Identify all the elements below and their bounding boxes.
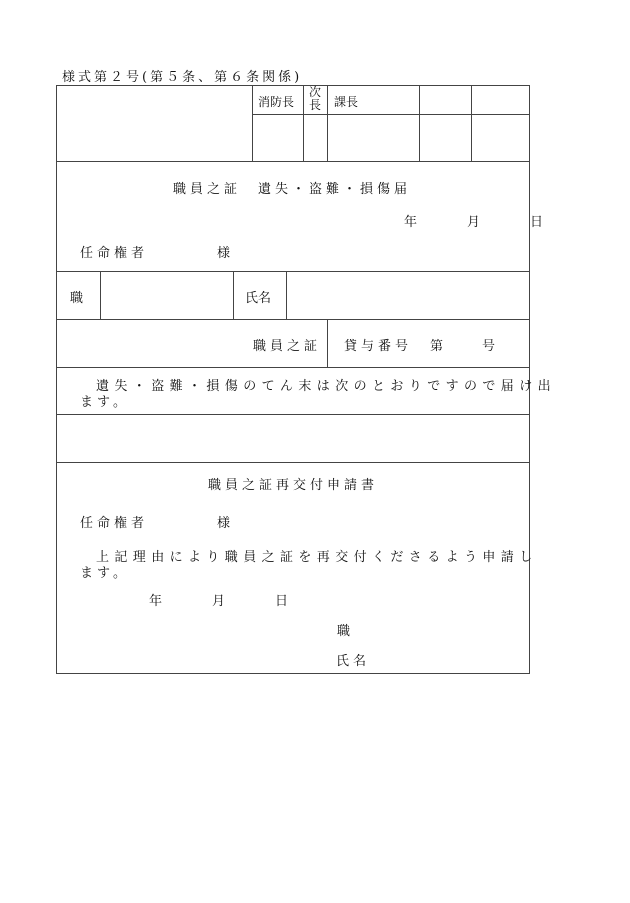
reissue-position-label: 職 <box>337 624 351 639</box>
approval-divider <box>471 85 472 161</box>
approval-header-line <box>252 114 530 115</box>
section-line <box>56 462 530 463</box>
position-row-divider <box>233 271 234 319</box>
statement-line2: ます。 <box>80 395 130 410</box>
approval-divider <box>419 85 420 161</box>
loan-number-suffix: 号 <box>482 339 496 354</box>
statement-line1: 遺失・盗難・損傷のてん末は次のとおりですので届け出 <box>96 379 557 394</box>
name-field[interactable] <box>287 272 529 319</box>
section-line <box>56 367 530 368</box>
name-label: 氏名 <box>245 291 272 306</box>
outer-border-bottom <box>56 673 530 674</box>
approval-divider <box>252 85 253 161</box>
loss-report-addressee: 任命権者 <box>80 246 149 261</box>
reissue-honorific: 様 <box>217 516 231 531</box>
id-card-label: 職員之証 <box>253 339 322 354</box>
approval-deputy-line2: 長 <box>308 98 321 112</box>
details-field[interactable] <box>57 415 529 462</box>
id-card-row-divider <box>327 319 328 367</box>
approval-deputy-label <box>305 86 325 112</box>
loan-number-prefix: 第 <box>430 339 444 354</box>
position-field[interactable] <box>101 272 233 319</box>
approval-divider <box>303 85 304 161</box>
approval-deputy-line1: 次 <box>308 85 321 99</box>
reissue-title: 職員之証再交付申請書 <box>208 478 379 493</box>
loss-report-date: 年 月 日 <box>404 215 552 230</box>
position-label: 職 <box>70 291 84 306</box>
form-label: 様式第２号(第５条、第６条関係) <box>62 70 303 85</box>
loss-report-title: 職員之証 遺失・盗難・損傷届 <box>173 182 412 197</box>
loan-number-label: 貸与番号 <box>344 339 413 354</box>
outer-border-left <box>56 85 57 674</box>
reissue-addressee: 任命権者 <box>80 516 149 531</box>
loss-report-honorific: 様 <box>217 246 231 261</box>
reissue-date: 年 月 日 <box>149 594 297 609</box>
reissue-name-label: 氏名 <box>336 654 371 669</box>
reissue-body-line2: ます。 <box>80 566 130 581</box>
approval-section-chief-label: 課長 <box>334 95 359 109</box>
outer-border-top <box>56 85 530 86</box>
approval-chief-label: 消防長 <box>258 95 295 109</box>
approval-divider <box>327 85 328 161</box>
section-line <box>56 161 530 162</box>
reissue-body-line1: 上記理由により職員之証を再交付くださるよう申請し <box>96 550 538 565</box>
section-line <box>56 319 530 320</box>
